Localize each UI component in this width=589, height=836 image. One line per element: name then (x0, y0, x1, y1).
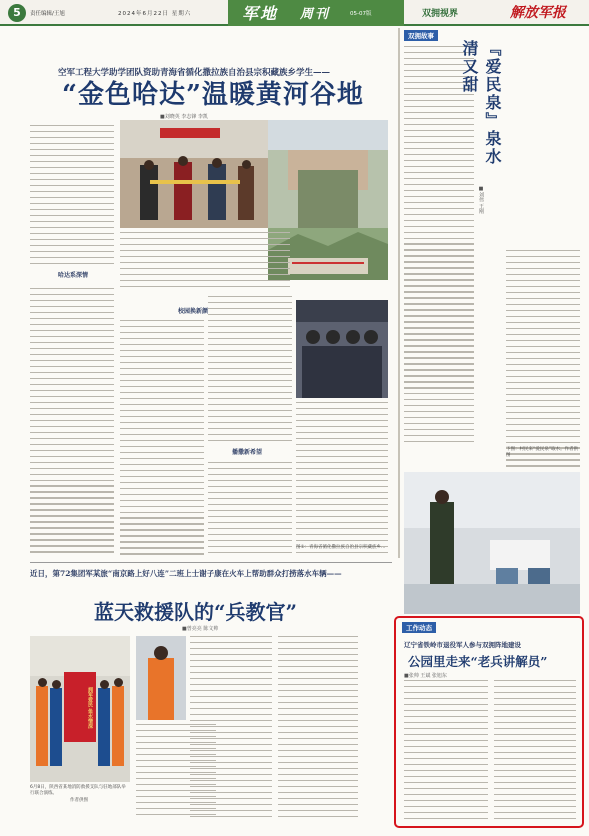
right-column-footer: 下图：村民来“爱民泉”取水。作者供图 (506, 447, 579, 458)
right-box-headline: 公园里走来“老兵讲解员” (408, 654, 548, 669)
right-box-kicker: 辽宁省铁岭市退役军人参与双拥阵地建设 (404, 641, 521, 649)
article1-col3-text (208, 296, 292, 446)
right-column-byline: ■刘伟 王刚 (478, 186, 484, 214)
article2-kicker: 近日，第72集团军某旅“南京路上好八连”二班上士谢子康在火车上帮助群众打捞落水车辆—— (30, 569, 342, 578)
article1-headline: “金色哈达”温暖黄河谷地 (62, 80, 364, 110)
article1-col3-text-b (208, 462, 292, 558)
column-divider (398, 28, 400, 558)
brand-main: 军地 (242, 4, 279, 23)
article2-col3-text (190, 636, 272, 820)
article1-subhead-3: 播撒新希望 (232, 449, 263, 456)
article1-subhead-2: 校园换新颜 (178, 308, 209, 315)
page-number: 5 (8, 4, 26, 22)
article1-col4-text (296, 402, 388, 560)
article1-col2-text-b (120, 320, 204, 560)
brand-sub: 周刊 (300, 7, 331, 22)
banner-text: 拥军爱民 鱼水情深 (87, 687, 93, 729)
right-box-col2-text (494, 680, 576, 820)
right-column-text-a (404, 46, 474, 446)
right-box-col1-text (404, 680, 488, 820)
article1-col2-text (120, 232, 290, 292)
right-column-photo (404, 472, 580, 614)
article2-headline: 蓝天救援队的“兵教官” (94, 600, 298, 624)
article1-photo-side (268, 120, 388, 228)
article1-photo-classroom (296, 300, 388, 398)
edition-pages: 05-07版 (350, 11, 372, 17)
paper-logo: 解放军报 (510, 5, 566, 21)
article2-col4-text (278, 636, 358, 820)
article1-photo-main (120, 120, 268, 228)
article1-end-note: 图①：青海省循化撒拉族自治县宗积藏族乡... (296, 545, 386, 550)
right-box-label: 工作动态 (402, 622, 436, 633)
editor-credit: 责任编辑/王旭 (30, 11, 65, 17)
article1-col1-text (30, 125, 114, 267)
section-name: 双拥视界 (422, 9, 459, 19)
article2-byline: ■曾亮亮 陈文帅 (182, 626, 219, 632)
article1-byline: ■刘晓英 李志锋 李凯 (160, 114, 208, 120)
article1-kicker: 空军工程大学助学团队资助青海省循化撒拉族自治县宗积藏族乡学生—— (58, 68, 331, 78)
article1-subhead-1: 哈达系深情 (58, 272, 89, 279)
article2-photo-2 (136, 636, 186, 720)
right-column-label: 双拥故事 (404, 30, 438, 41)
article2-photo-credit: 作者供图 (70, 798, 88, 803)
right-column-text-b (506, 250, 580, 468)
right-column-title: 『爱民泉』泉水清又甜 (460, 40, 502, 166)
article2-caption: 6月8日，陕西省某地消防救援支队与驻地部队举行联合演练。 (30, 785, 126, 796)
issue-date: 2024年6月22日 星期六 (118, 11, 192, 17)
article1-col1-text-b (30, 288, 114, 558)
divider (30, 562, 392, 563)
right-box-byline: ■张帅 王斌 张旭东 (404, 673, 447, 679)
